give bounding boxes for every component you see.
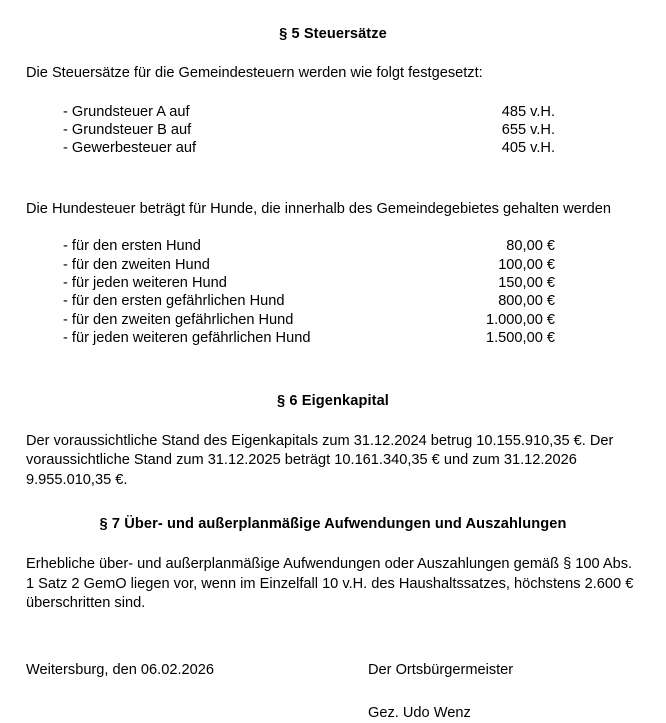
rate-value: 655 v.H.	[501, 121, 555, 138]
dog-tax-value: 800,00 €	[498, 293, 555, 310]
dog-tax-value: 150,00 €	[498, 275, 555, 292]
section-heading-6: § 6 Eigenkapital	[277, 392, 389, 409]
dog-tax-label: - für jeden weiteren Hund	[63, 275, 227, 292]
list-item	[63, 274, 555, 292]
place-date: Weitersburg, den 06.02.2026	[26, 661, 214, 678]
office-title: Der Ortsbürgermeister	[368, 661, 514, 678]
section-heading-7: § 7 Über- und außerplanmäßige Aufwendungen und Auszahlungen	[99, 516, 567, 533]
signature-block	[26, 661, 640, 723]
dog-tax-value: 100,00 €	[498, 256, 555, 273]
rate-label: - Grundsteuer B auf	[63, 121, 192, 138]
dog-tax-value: 1.000,00 €	[486, 311, 555, 328]
rate-value: 485 v.H.	[501, 103, 555, 120]
tax-rate-list	[63, 103, 555, 158]
dog-tax-label: - für den ersten gefährlichen Hund	[63, 293, 285, 310]
dog-tax-list	[63, 237, 555, 347]
hundesteuer-intro: Die Hundesteuer beträgt für Hunde, die innerhalb des Gemeindegebietes gehalten werden	[26, 200, 611, 217]
section-heading-5: § 5 Steuersätze	[279, 26, 387, 42]
signed-name: Gez. Udo Wenz	[368, 704, 471, 721]
rate-label: - Grundsteuer A auf	[63, 103, 190, 120]
dog-tax-label: - für den zweiten gefährlichen Hund	[63, 311, 294, 328]
dog-tax-value: 80,00 €	[506, 238, 555, 255]
list-item	[63, 256, 555, 274]
list-item	[63, 292, 555, 310]
list-item	[63, 311, 555, 329]
dog-tax-value: 1.500,00 €	[486, 330, 555, 347]
list-item	[63, 121, 555, 139]
rate-label: - Gewerbesteuer auf	[63, 140, 197, 157]
list-item	[63, 237, 555, 255]
list-item	[63, 329, 555, 347]
list-item	[63, 139, 555, 157]
dog-tax-label: - für den zweiten Hund	[63, 256, 210, 273]
signature-column	[368, 661, 640, 723]
rate-value: 405 v.H.	[501, 140, 555, 157]
list-item	[63, 103, 555, 121]
aufwendungen-body: Erhebliche über- und außerplanmäßige Aufwendungen oder Auszahlungen gemäß § 100 Abs. 1 Satz 2 GemO liegen vor, wenn im Einzelfall 10 v.H. des Haushaltssatzes, höchstens 2.600 € überschritten sind.	[26, 556, 634, 612]
eigenkapital-body: Der voraussichtliche Stand des Eigenkapitals zum 31.12.2024 betrug 10.155.910,35 €. Der voraussichtliche Stand zum 31.12.2025 beträgt 10.161.340,35 € und zum 31.12.2026 9.955.010,35 €.	[26, 432, 614, 488]
steuersaetze-intro: Die Steuersätze für die Gemeindesteuern werden wie folgt festgesetzt:	[26, 65, 483, 81]
dog-tax-label: - für jeden weiteren gefährlichen Hund	[63, 330, 311, 347]
dog-tax-label: - für den ersten Hund	[63, 238, 201, 255]
